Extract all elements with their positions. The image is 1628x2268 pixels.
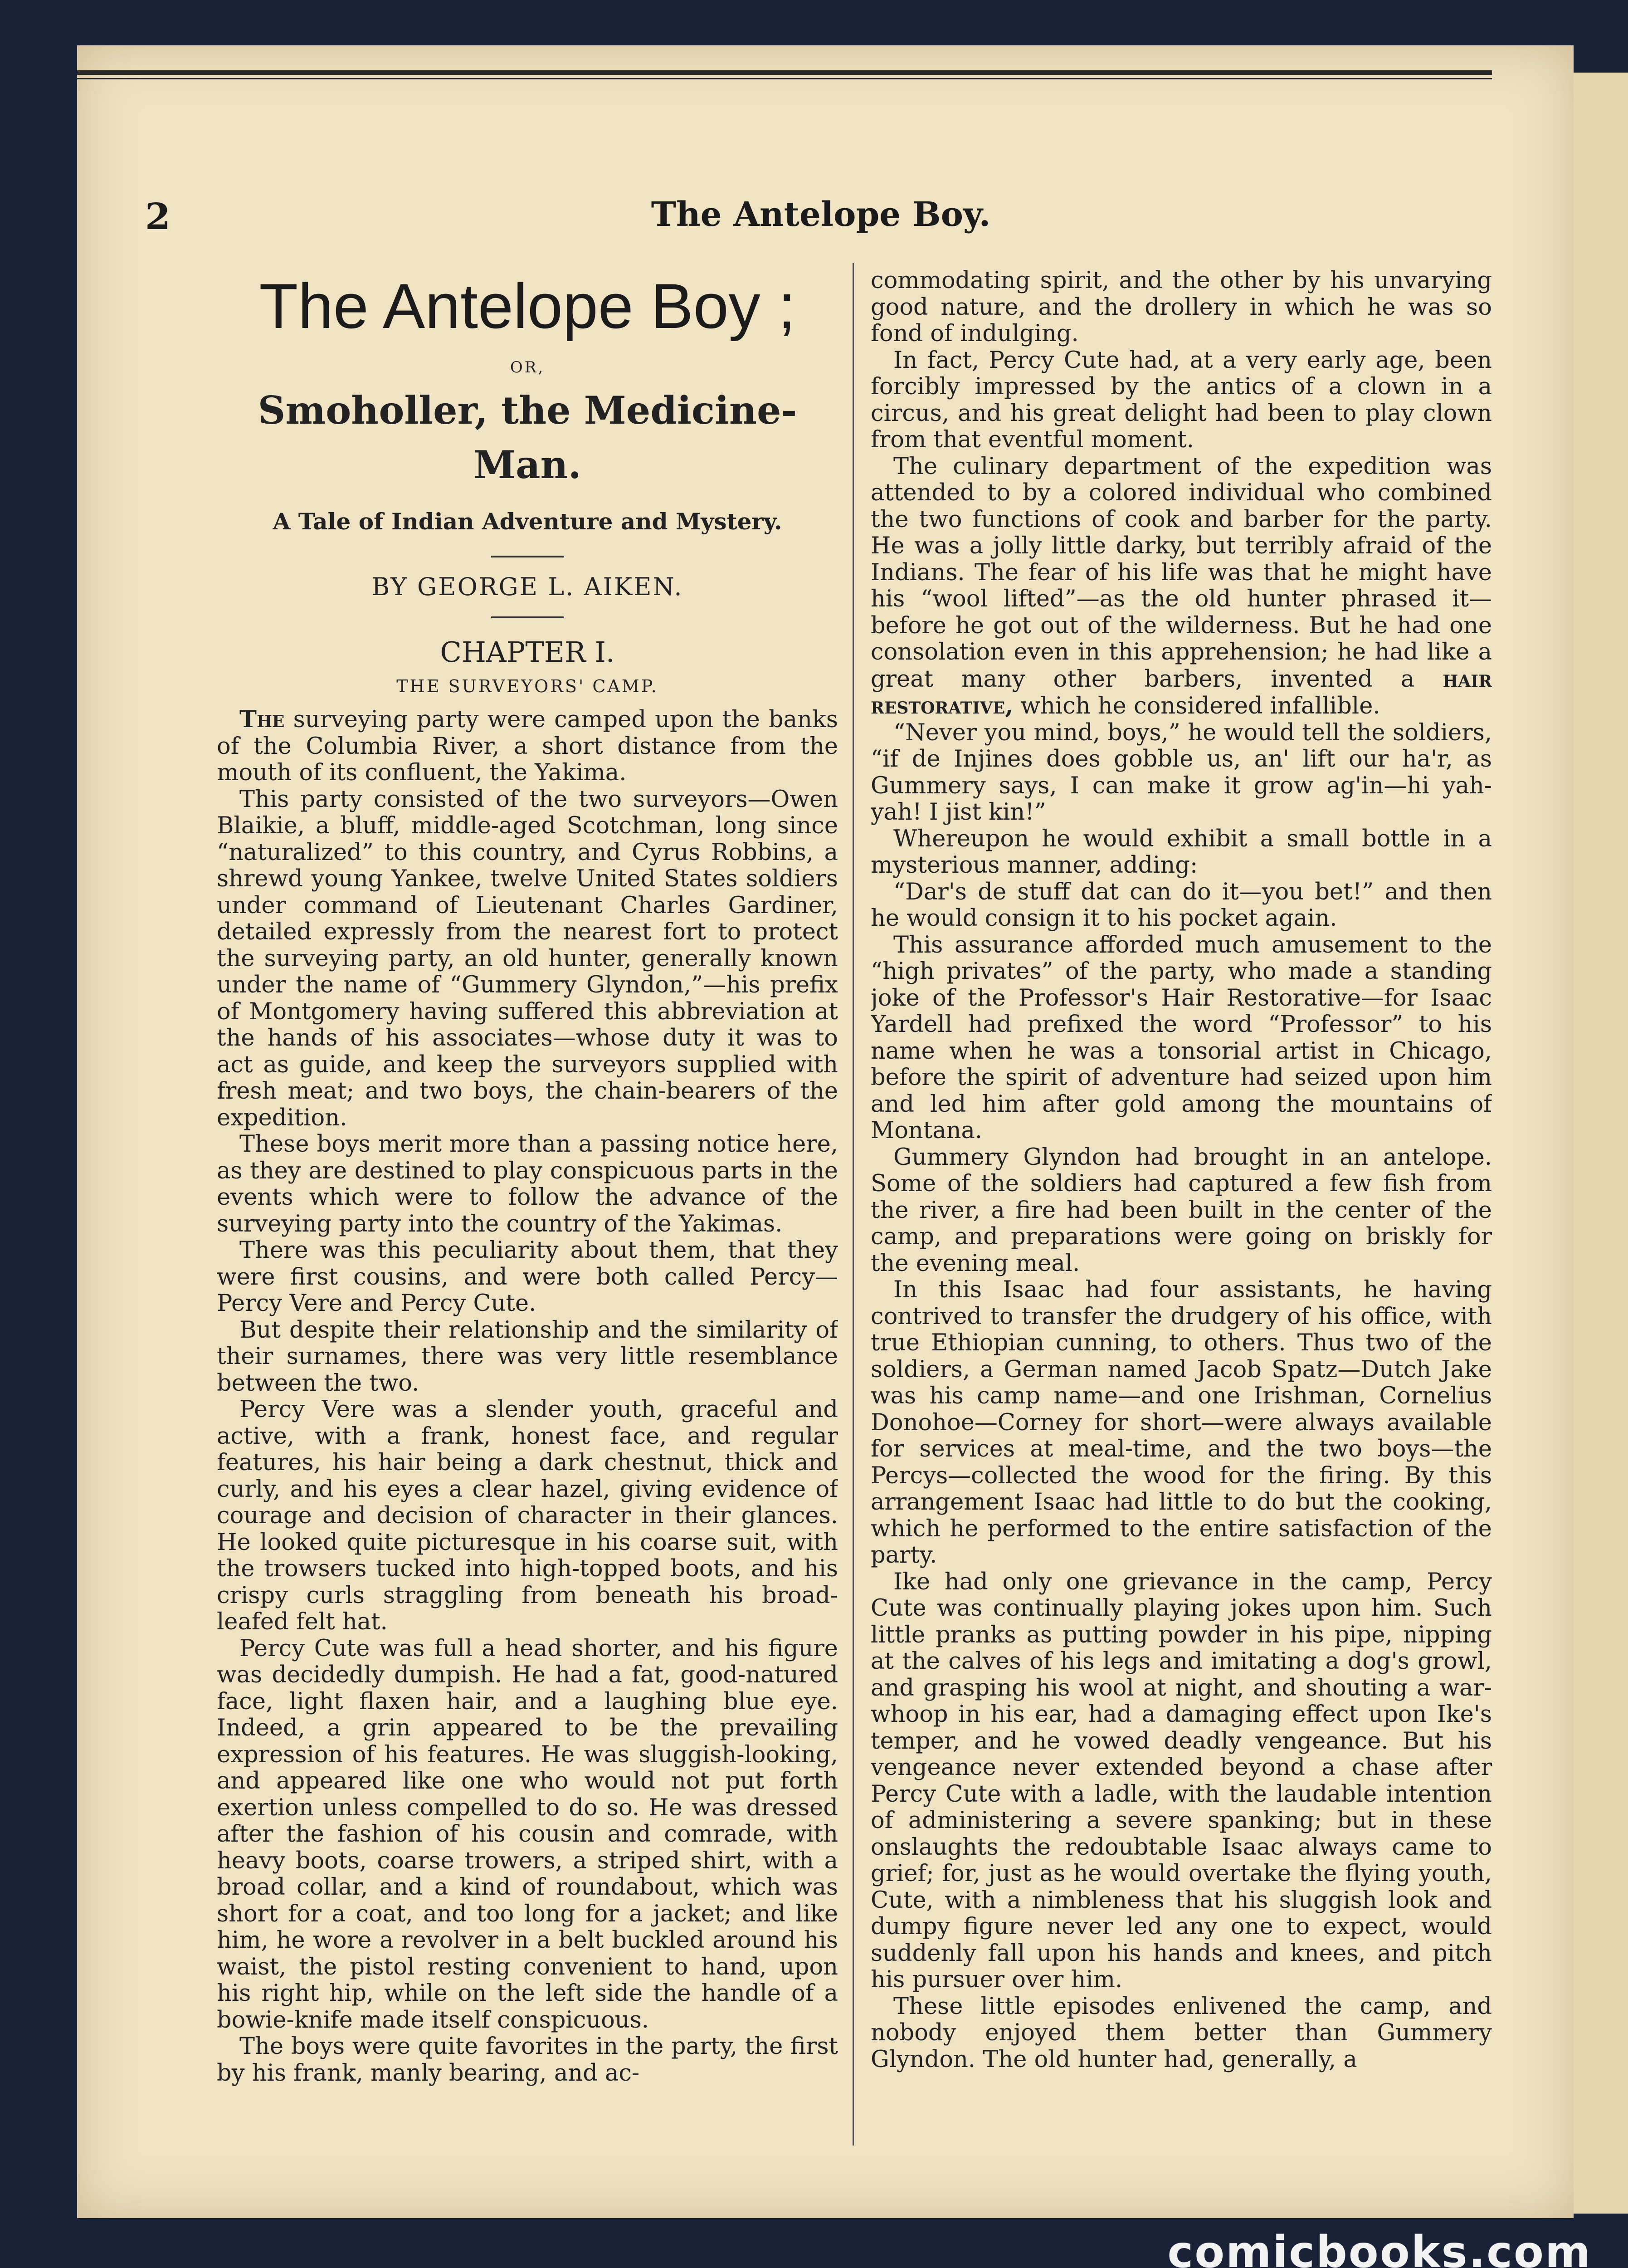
paragraph: Ike had only one grievance in the camp, Percy Cute was continually playing jokes upon him. Such little pranks as putting powder in his pipe, nipping at the calves of his legs and imitating a dog's growl, and grasping his wool at night, and shouting a war-whoop in his ear, had a damaging effect upon Ike's temper, and he vowed deadly vengeance. But his vengeance never extended beyond a chase after Percy Cute with a ladle, with the laudable intention of administering a severe spanking; but in these onslaughts the redoubtable Isaac always came to grief; for, just as he would overtake the flying youth, Cute, with a nimbleness that his sluggish look and dumpy figure never led any one to expect, would suddenly fall upon his hands and knees, and pitch his pursuer over him. [871, 1568, 1492, 1993]
paragraph: Percy Vere was a slender youth, graceful and active, with a frank, honest face, and regular features, his hair being a dark chestnut, thick and curly, and his eyes a clear hazel, giving evidence of courage and decision of character in their glances. He looked quite picturesque in his coarse suit, with the trowsers tucked into high-topped boots, and his crispy curls straggling from beneath his broad-leafed felt hat. [217, 1396, 838, 1635]
paragraph: Gummery Glyndon had brought in an antelope. Some of the soldiers had captured a few fish from the river, a fire had been built in the center of the camp, and preparations were going on briskly for the evening meal. [871, 1144, 1492, 1277]
small-caps-phrase: hair restorative, [871, 665, 1492, 719]
paragraph: These boys merit more than a passing notice here, as they are destined to play conspicuous parts in the events which were to follow the advance of the surveying party into the country of the Yakimas. [217, 1131, 838, 1237]
paragraph: The boys were quite favorites in the party, the first by his frank, manly bearing, and ac- [217, 2033, 838, 2087]
title-rule [491, 556, 564, 557]
paragraph-text: which he considered infallible. [1020, 693, 1380, 719]
header-rule-thin [77, 78, 1492, 79]
paragraph: But despite their relationship and the similarity of their surnames, there was very little resemblance between the two. [217, 1316, 838, 1397]
paragraph: This party consisted of the two surveyors—Owen Blaikie, a bluff, middle-aged Scotchman, long since “naturalized” to this country, and Cyrus Robbins, a shrewd young Yankee, twelve United States soldiers under command of Lieutenant Charles Gardiner, detailed expressly from the nearest fort to protect the surveying party, an old hunter, generally known under the name of “Gummery Glyndon,”—his prefix of Montgomery having suffered this abbreviation at the hands of his associates—whose duty it was to act as guide, and keep the surveyors supplied with fresh meat; and two boys, the chain-bearers of the expedition. [217, 786, 838, 1131]
byline: BY GEORGE L. AIKEN. [371, 572, 683, 601]
story-tagline: A Tale of Indian Adventure and Mystery. [273, 508, 782, 535]
binding-spine [1574, 73, 1628, 2214]
paragraph: In this Isaac had four assistants, he having contrived to transfer the drudgery of his office, with true Ethiopian cunning, to others. Thus two of the soldiers, a German named Jacob Spatz—Dutch Jake was his camp name—and one Irishman, Cornelius Donohoe—Corney for short—were always available for services at meal-time, and the two boys—the Percys—collected the wood for the firing. By this arrangement Isaac had little to do but the cooking, which he performed to the entire satisfaction of the party. [871, 1276, 1492, 1569]
chapter-title: THE SURVEYORS' CAMP. [396, 676, 658, 696]
chapter-heading: CHAPTER I. [440, 635, 615, 669]
running-title: The Antelope Boy. [651, 195, 991, 234]
paragraph-text: The culinary department of the expedition was attended to by a colored individual who combined the two functions of cook and barber for the party. He was a jolly little darky, but terribly afraid of the Indians. The fear of his life was that he might have his “wool lifted”—as the old hunter phrased it—before he got out of the wilderness. But he had one consolation even in this apprehension; he had like a great many other barbers, invented a [871, 453, 1492, 693]
left-column [217, 268, 838, 2141]
drop-word: The [239, 706, 285, 733]
paragraph: Percy Cute was full a head shorter, and his figure was decidedly dumpish. He had a fat, good-natured face, light flaxen hair, and a laughing blue eye. Indeed, a grin appeared to be the prevailing expression of his features. He was sluggish-looking, and appeared like one who would not put forth exertion unless compelled to do so. He was dressed after the fashion of his cousin and comrade, with heavy boots, coarse trowers, a striped shirt, with a broad collar, and a kind of roundabout, which was short for a coat, and too long for a jacket; and like him, he wore a revolver in a belt buckled around his waist, the pistol resting convenient to hand, upon his right hip, while on the left side the handle of a bowie-knife made itself conspicuous. [217, 1635, 838, 2033]
paragraph [217, 706, 838, 787]
paragraph: “Dar's de stuff dat can do it—you bet!” and then he would consign it to his pocket again. [871, 878, 1492, 932]
page-header [145, 181, 1496, 249]
paragraph: This assurance afforded much amusement to the “high privates” of the party, who made a standing joke of the Professor's Hair Restorative—for Isaac Yardell had prefixed the word “Professor” to his name when he was a tonsorial artist in Chicago, before the spirit of adventure had seized upon him and led him after gold among the mountains of Montana. [871, 931, 1492, 1144]
title-or: OR, [510, 358, 545, 376]
paragraph-text: surveying party were camped upon the banks of the Columbia River, a short distance from the mouth of its confluent, the Yakima. [217, 706, 838, 786]
watermark: comicbooks.com [1167, 2227, 1592, 2268]
paragraph-continued: commodating spirit, and the other by his unvarying good nature, and the drollery in which he was so fond of indulging. [871, 268, 1492, 347]
right-column [871, 268, 1492, 2141]
paragraph: There was this peculiarity about them, that they were first cousins, and were both called Percy—Percy Vere and Percy Cute. [217, 1237, 838, 1317]
paragraph: “Never you mind, boys,” he would tell the soldiers, “if de Injines does gobble us, an' lift our ha'r, as Gummery says, I can make it grow ag'in—hi yah-yah! I jist kin!” [871, 719, 1492, 826]
story-subtitle: Smoholler, the Medicine-Man. [258, 388, 797, 487]
paragraph [871, 454, 1492, 720]
column-divider [853, 263, 854, 2146]
paragraph: In fact, Percy Cute had, at a very early age, been forcibly impressed by the antics of a clown in a circus, and his great delight had been to play clown from that eventful moment. [871, 347, 1492, 453]
story-title: The Antelope Boy ; [259, 270, 796, 342]
page-number: 2 [145, 195, 171, 238]
paragraph: These little episodes enlivened the camp, and nobody enjoyed them better than Gummery Glyndon. The old hunter had, generally, a [871, 1993, 1492, 2073]
byline-rule [491, 616, 564, 618]
paragraph: Whereupon he would exhibit a small bottle in a mysterious manner, adding: [871, 825, 1492, 879]
header-rule [77, 70, 1492, 75]
